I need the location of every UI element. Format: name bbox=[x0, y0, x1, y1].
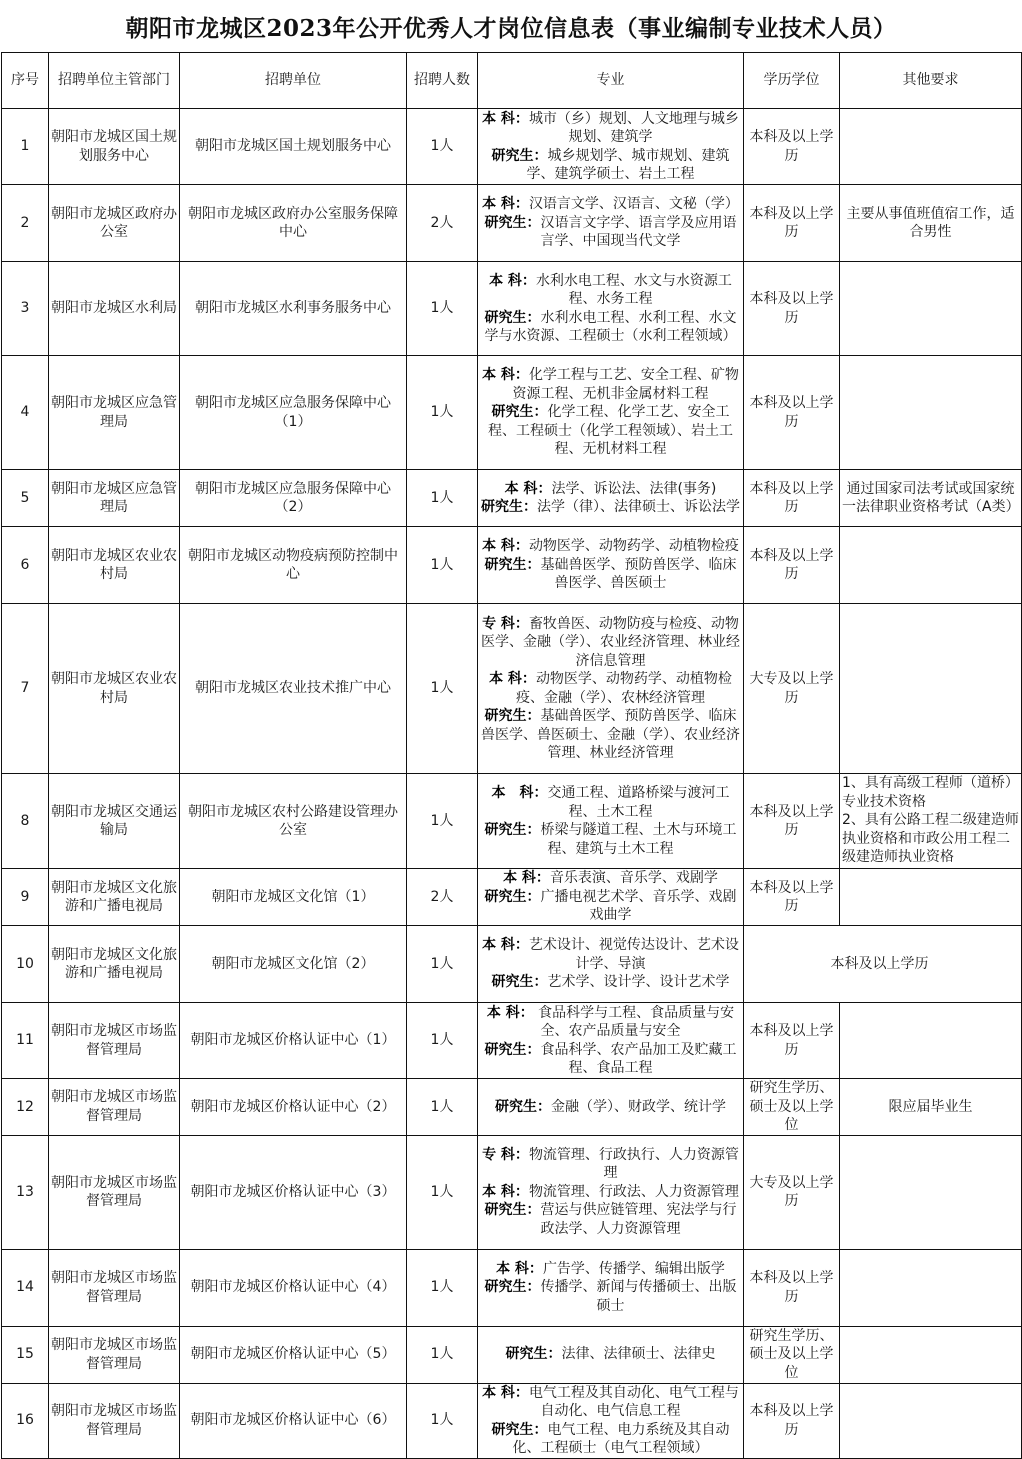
major-level-label: 本 科： bbox=[482, 937, 529, 954]
major-list-text: 汉语言文学、汉语言、文秘（学） bbox=[528, 196, 739, 213]
cell-unit: 朝阳市龙城区应急服务保障中心（2） bbox=[180, 470, 407, 527]
table-row bbox=[2, 262, 1022, 356]
cell-count: 1人 bbox=[407, 926, 478, 1003]
major-entry bbox=[480, 707, 741, 763]
major-level-label: 本 科： bbox=[482, 196, 529, 213]
cell-dept: 朝阳市龙城区应急管理局 bbox=[49, 356, 180, 470]
cell-degree: 本科及以上学历 bbox=[744, 185, 840, 262]
cell-major bbox=[478, 1135, 744, 1249]
cell-degree: 研究生学历、硕士及以上学位 bbox=[744, 1079, 840, 1136]
cell-other bbox=[840, 774, 1022, 869]
cell-degree: 本科及以上学历 bbox=[744, 774, 840, 869]
major-list-text: 金融（学）、财政学、统计学 bbox=[551, 1098, 726, 1115]
cell-degree: 本科及以上学历 bbox=[744, 1249, 840, 1326]
major-list-text: 城乡规划学、城市规划、建筑学、建筑学硕士、岩土工程 bbox=[526, 147, 730, 182]
cell-major bbox=[478, 1383, 744, 1458]
major-entry bbox=[480, 869, 741, 888]
major-list-text: 广播电视艺术学、音乐学、戏剧戏曲学 bbox=[540, 888, 737, 924]
major-list-text: 食品科学、农产品加工及贮藏工程、食品工程 bbox=[540, 1041, 737, 1076]
positions-table bbox=[1, 52, 1022, 1459]
cell-count: 1人 bbox=[407, 774, 478, 869]
major-list-text: 基础兽医学、预防兽医学、临床兽医学、兽医硕士、金融（学）、农业经济管理、林业经济管理 bbox=[481, 708, 740, 761]
major-list-text: 桥梁与隧道工程、土木与环境工程、建筑与土木工程 bbox=[540, 822, 737, 857]
table-body bbox=[2, 109, 1022, 1459]
major-list-text: 法学（律）、法律硕士、诉讼法学 bbox=[537, 499, 740, 515]
cell-dept: 朝阳市龙城区水利局 bbox=[49, 262, 180, 356]
major-entry bbox=[480, 537, 741, 556]
cell-count: 1人 bbox=[407, 1326, 478, 1383]
major-level-label: 研究生： bbox=[484, 1041, 541, 1058]
major-list-text: 交通工程、道路桥梁与渡河工程、土木工程 bbox=[547, 785, 730, 820]
cell-seq: 8 bbox=[2, 774, 49, 869]
major-level-label: 本 科： bbox=[482, 1183, 529, 1200]
major-level-label: 本 科： bbox=[489, 671, 536, 687]
cell-degree: 本科及以上学历 bbox=[744, 262, 840, 356]
major-level-label: 研究生： bbox=[481, 499, 537, 515]
major-entry bbox=[480, 556, 741, 593]
major-entry bbox=[480, 784, 741, 821]
cell-major bbox=[478, 109, 744, 185]
major-list-text: 物流管理、行政法、人力资源管理 bbox=[528, 1183, 739, 1200]
cell-count: 1人 bbox=[407, 1249, 478, 1326]
major-entry bbox=[480, 195, 741, 214]
major-level-label: 研究生： bbox=[484, 888, 541, 905]
major-list-text: 艺术设计、视觉传达设计、艺术设计学、导演 bbox=[528, 937, 739, 972]
cell-other bbox=[840, 1326, 1022, 1383]
cell-seq: 6 bbox=[2, 527, 49, 604]
cell-other bbox=[840, 1383, 1022, 1458]
major-level-label: 本 科： bbox=[489, 272, 536, 289]
cell-major bbox=[478, 774, 744, 869]
table-row bbox=[2, 470, 1022, 527]
major-list-text: 化学工程、化学工艺、安全工程、工程硕士（化学工程领域）、岩土工程、无机材料工程 bbox=[488, 404, 733, 458]
major-level-label: 本 科： bbox=[482, 110, 529, 127]
major-list-text: 食品科学与工程、食品质量与安全、农产品质量与安全 bbox=[533, 1004, 735, 1039]
major-level-label: 研究生： bbox=[495, 1098, 551, 1115]
cell-unit: 朝阳市龙城区文化馆（2） bbox=[180, 926, 407, 1003]
major-entry bbox=[480, 309, 741, 346]
major-list-text: 动物医学、动物药学、动植物检疫、金融（学）、农林经济管理 bbox=[516, 671, 732, 706]
major-level-label: 专 科： bbox=[482, 1146, 529, 1163]
major-entry bbox=[480, 1004, 741, 1041]
major-level-label: 专 科： bbox=[482, 615, 529, 632]
major-list-text: 动物医学、动物药学、动植物检疫 bbox=[528, 538, 739, 555]
major-level-label: 本 科： bbox=[496, 1260, 543, 1277]
major-level-label: 研究生： bbox=[484, 1279, 541, 1296]
major-level-label: 本 科： bbox=[491, 785, 548, 801]
cell-degree: 大专及以上学历 bbox=[744, 1135, 840, 1249]
header-row bbox=[2, 53, 1022, 109]
cell-major bbox=[478, 604, 744, 774]
cell-degree: 大专及以上学历 bbox=[744, 604, 840, 774]
cell-seq: 5 bbox=[2, 470, 49, 527]
major-list-text: 营运与供应链管理、宪法学与行政法学、人力资源管理 bbox=[540, 1202, 737, 1237]
column-header-major: 专业 bbox=[478, 53, 744, 109]
cell-degree: 本科及以上学历 bbox=[744, 470, 840, 527]
table-row bbox=[2, 604, 1022, 774]
cell-dept: 朝阳市龙城区文化旅游和广播电视局 bbox=[49, 869, 180, 926]
cell-major bbox=[478, 1079, 744, 1136]
major-list-text: 法律、法律硕士、法律史 bbox=[561, 1346, 716, 1363]
cell-degree: 本科及以上学历 bbox=[744, 1383, 840, 1458]
cell-degree: 本科及以上学历 bbox=[744, 356, 840, 470]
cell-seq: 4 bbox=[2, 356, 49, 470]
cell-unit: 朝阳市龙城区价格认证中心（5） bbox=[180, 1326, 407, 1383]
cell-count: 1人 bbox=[407, 527, 478, 604]
major-entry bbox=[480, 366, 741, 403]
cell-seq: 7 bbox=[2, 604, 49, 774]
cell-other bbox=[840, 527, 1022, 604]
major-level-label: 本 科： bbox=[482, 367, 529, 384]
cell-unit: 朝阳市龙城区农村公路建设管理办公室 bbox=[180, 774, 407, 869]
major-list-text: 电气工程及其自动化、电气工程与自动化、电气信息工程 bbox=[528, 1384, 739, 1419]
column-header-seq: 序号 bbox=[2, 53, 49, 109]
major-entry bbox=[480, 1041, 741, 1078]
cell-count: 1人 bbox=[407, 109, 478, 185]
table-row bbox=[2, 185, 1022, 262]
major-level-label: 研究生： bbox=[484, 708, 541, 724]
major-level-label: 研究生： bbox=[484, 214, 541, 231]
cell-seq: 11 bbox=[2, 1003, 49, 1079]
cell-other bbox=[840, 1249, 1022, 1326]
table-row bbox=[2, 527, 1022, 604]
major-level-label: 本 科： bbox=[486, 1004, 534, 1021]
cell-unit: 朝阳市龙城区价格认证中心（3） bbox=[180, 1135, 407, 1249]
cell-count: 1人 bbox=[407, 1003, 478, 1079]
cell-unit: 朝阳市龙城区价格认证中心（2） bbox=[180, 1079, 407, 1136]
cell-unit: 朝阳市龙城区价格认证中心（6） bbox=[180, 1383, 407, 1458]
cell-count: 1人 bbox=[407, 262, 478, 356]
table-row bbox=[2, 869, 1022, 926]
cell-degree: 本科及以上学历 bbox=[744, 527, 840, 604]
table-row bbox=[2, 774, 1022, 869]
cell-seq: 2 bbox=[2, 185, 49, 262]
cell-count: 1人 bbox=[407, 356, 478, 470]
major-level-label: 研究生： bbox=[491, 147, 548, 164]
cell-major bbox=[478, 869, 744, 926]
major-list-text: 法学、诉讼法、法律(事务) bbox=[551, 480, 717, 497]
cell-major bbox=[478, 1003, 744, 1079]
major-entry bbox=[480, 936, 741, 973]
cell-major bbox=[478, 1249, 744, 1326]
table-row bbox=[2, 1383, 1022, 1458]
major-list-text: 物流管理、行政执行、人力资源管理 bbox=[528, 1146, 739, 1182]
cell-count: 2人 bbox=[407, 869, 478, 926]
cell-dept: 朝阳市龙城区市场监督管理局 bbox=[49, 1079, 180, 1136]
cell-seq: 13 bbox=[2, 1135, 49, 1249]
cell-seq: 12 bbox=[2, 1079, 49, 1136]
cell-other: 主要从事值班值宿工作，适合男性 bbox=[840, 185, 1022, 262]
cell-other bbox=[840, 1003, 1022, 1079]
major-entry bbox=[480, 147, 741, 184]
major-list-text: 水利水电工程、水利工程、水文学与水资源、工程硕士（水利工程领域） bbox=[484, 309, 737, 344]
table-row bbox=[2, 109, 1022, 185]
major-entry bbox=[480, 615, 741, 671]
major-entry bbox=[480, 1201, 741, 1238]
major-level-label: 研究生： bbox=[484, 309, 541, 326]
major-list-text: 畜牧兽医、动物防疫与检疫、动物医学、金融（学）、农业经济管理、林业经济信息管理 bbox=[481, 615, 740, 669]
major-list-text: 音乐表演、音乐学、戏剧学 bbox=[549, 870, 718, 887]
major-entry bbox=[480, 1260, 741, 1279]
table-row bbox=[2, 1003, 1022, 1079]
major-list-text: 化学工程与工艺、安全工程、矿物资源工程、无机非金属材料工程 bbox=[512, 367, 739, 402]
major-list-text: 艺术学、设计学、设计艺术学 bbox=[547, 974, 730, 991]
cell-seq: 15 bbox=[2, 1326, 49, 1383]
cell-seq: 16 bbox=[2, 1383, 49, 1458]
cell-unit: 朝阳市龙城区价格认证中心（1） bbox=[180, 1003, 407, 1079]
cell-dept: 朝阳市龙城区市场监督管理局 bbox=[49, 1003, 180, 1079]
major-entry bbox=[480, 821, 741, 858]
table-row bbox=[2, 1249, 1022, 1326]
cell-degree: 本科及以上学历 bbox=[744, 869, 840, 926]
table-row bbox=[2, 1079, 1022, 1136]
column-header-count: 招聘人数 bbox=[407, 53, 478, 109]
major-entry bbox=[480, 272, 741, 309]
cell-degree: 本科及以上学历 bbox=[744, 1003, 840, 1079]
cell-unit: 朝阳市龙城区动物疫病预防控制中心 bbox=[180, 527, 407, 604]
major-level-label: 本 科： bbox=[503, 870, 550, 887]
major-list-text: 传播学、新闻与传播硕士、出版硕士 bbox=[540, 1279, 737, 1314]
major-level-label: 研究生： bbox=[484, 1202, 541, 1219]
table-row bbox=[2, 356, 1022, 470]
cell-unit: 朝阳市龙城区文化馆（1） bbox=[180, 869, 407, 926]
major-entry bbox=[480, 110, 741, 147]
cell-major bbox=[478, 527, 744, 604]
major-entry bbox=[480, 214, 741, 251]
cell-seq: 3 bbox=[2, 262, 49, 356]
cell-other bbox=[840, 1135, 1022, 1249]
cell-unit: 朝阳市龙城区农业技术推广中心 bbox=[180, 604, 407, 774]
cell-degree: 研究生学历、硕士及以上学位 bbox=[744, 1326, 840, 1383]
cell-count: 1人 bbox=[407, 1135, 478, 1249]
major-list-text: 基础兽医学、预防兽医学、临床兽医学、兽医硕士 bbox=[540, 556, 737, 592]
cell-count: 1人 bbox=[407, 1079, 478, 1136]
cell-dept: 朝阳市龙城区国土规划服务中心 bbox=[49, 109, 180, 185]
cell-dept: 朝阳市龙城区应急管理局 bbox=[49, 470, 180, 527]
cell-count: 1人 bbox=[407, 604, 478, 774]
major-level-label: 研究生： bbox=[491, 974, 548, 991]
major-level-label: 本 科： bbox=[504, 480, 552, 497]
major-list-text: 电气工程、电力系统及其自动化、工程硕士（电气工程领域） bbox=[512, 1421, 730, 1456]
major-level-label: 本 科： bbox=[482, 538, 529, 555]
cell-major bbox=[478, 185, 744, 262]
cell-major bbox=[478, 356, 744, 470]
major-entry bbox=[480, 973, 741, 992]
column-header-other: 其他要求 bbox=[840, 53, 1022, 109]
major-level-label: 研究生： bbox=[491, 404, 548, 421]
cell-degree: 本科及以上学历 bbox=[744, 926, 1022, 1003]
major-entry bbox=[480, 1146, 741, 1183]
cell-major bbox=[478, 926, 744, 1003]
cell-dept: 朝阳市龙城区农业农村局 bbox=[49, 604, 180, 774]
cell-seq: 9 bbox=[2, 869, 49, 926]
cell-seq: 10 bbox=[2, 926, 49, 1003]
cell-dept: 朝阳市龙城区农业农村局 bbox=[49, 527, 180, 604]
major-level-label: 研究生： bbox=[484, 822, 541, 838]
cell-unit: 朝阳市龙城区水利事务服务中心 bbox=[180, 262, 407, 356]
cell-major bbox=[478, 1326, 744, 1383]
major-entry bbox=[480, 1278, 741, 1315]
cell-count: 1人 bbox=[407, 1383, 478, 1458]
major-entry bbox=[480, 1384, 741, 1421]
major-list-text: 城市（乡）规划、人文地理与城乡规划、建筑学 bbox=[528, 110, 739, 145]
major-entry bbox=[480, 498, 741, 517]
table-row bbox=[2, 926, 1022, 1003]
requirement-line: 1、具有高级工程师（道桥）专业技术资格 bbox=[842, 775, 1019, 810]
cell-other: 通过国家司法考试或国家统一法律职业资格考试（A类） bbox=[840, 470, 1022, 527]
major-entry bbox=[480, 888, 741, 925]
cell-unit: 朝阳市龙城区国土规划服务中心 bbox=[180, 109, 407, 185]
cell-seq: 14 bbox=[2, 1249, 49, 1326]
major-list-text: 水利水电工程、水文与水资源工程、水务工程 bbox=[535, 272, 732, 307]
cell-seq: 1 bbox=[2, 109, 49, 185]
major-entry bbox=[480, 1421, 741, 1458]
major-level-label: 研究生： bbox=[491, 1421, 548, 1438]
major-entry bbox=[480, 1345, 741, 1364]
cell-dept: 朝阳市龙城区交通运输局 bbox=[49, 774, 180, 869]
cell-dept: 朝阳市龙城区市场监督管理局 bbox=[49, 1326, 180, 1383]
cell-other bbox=[840, 262, 1022, 356]
major-entry bbox=[480, 1183, 741, 1202]
major-entry bbox=[480, 1098, 741, 1117]
major-entry bbox=[480, 480, 741, 499]
table-row bbox=[2, 1135, 1022, 1249]
major-entry bbox=[480, 670, 741, 707]
column-header-dept: 招聘单位主管部门 bbox=[49, 53, 180, 109]
column-header-unit: 招聘单位 bbox=[180, 53, 407, 109]
cell-dept: 朝阳市龙城区市场监督管理局 bbox=[49, 1383, 180, 1458]
page-title: 朝阳市龙城区2023年公开优秀人才岗位信息表（事业编制专业技术人员） bbox=[125, 14, 897, 42]
cell-dept: 朝阳市龙城区文化旅游和广播电视局 bbox=[49, 926, 180, 1003]
major-level-label: 研究生： bbox=[484, 556, 541, 573]
cell-dept: 朝阳市龙城区政府办公室 bbox=[49, 185, 180, 262]
cell-unit: 朝阳市龙城区应急服务保障中心（1） bbox=[180, 356, 407, 470]
major-level-label: 本 科： bbox=[482, 1384, 529, 1401]
cell-dept: 朝阳市龙城区市场监督管理局 bbox=[49, 1249, 180, 1326]
cell-degree: 本科及以上学历 bbox=[744, 109, 840, 185]
major-level-label: 研究生： bbox=[505, 1346, 562, 1363]
major-list-text: 广告学、传播学、编辑出版学 bbox=[542, 1260, 725, 1277]
cell-count: 2人 bbox=[407, 185, 478, 262]
cell-unit: 朝阳市龙城区政府办公室服务保障中心 bbox=[180, 185, 407, 262]
cell-other bbox=[840, 109, 1022, 185]
requirement-line: 2、具有公路工程二级建造师执业资格和市政公用工程二级建造师执业资格 bbox=[842, 812, 1019, 865]
cell-other: 限应届毕业生 bbox=[840, 1079, 1022, 1136]
cell-other bbox=[840, 604, 1022, 774]
major-entry bbox=[480, 403, 741, 459]
cell-count: 1人 bbox=[407, 470, 478, 527]
cell-major bbox=[478, 470, 744, 527]
cell-unit: 朝阳市龙城区价格认证中心（4） bbox=[180, 1249, 407, 1326]
table-row bbox=[2, 1326, 1022, 1383]
cell-major bbox=[478, 262, 744, 356]
cell-other bbox=[840, 356, 1022, 470]
cell-dept: 朝阳市龙城区市场监督管理局 bbox=[49, 1135, 180, 1249]
cell-other bbox=[840, 869, 1022, 926]
major-list-text: 汉语言文字学、语言学及应用语言学、中国现当代文学 bbox=[540, 214, 737, 250]
column-header-degree: 学历学位 bbox=[744, 53, 840, 109]
